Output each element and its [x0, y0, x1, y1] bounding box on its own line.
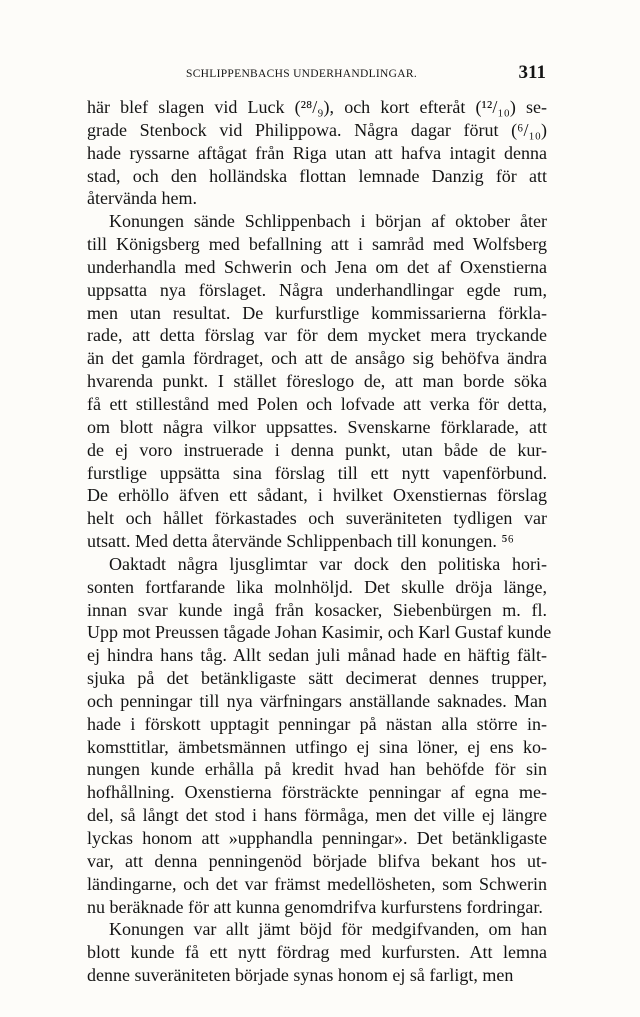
- paragraph: [87, 96, 547, 210]
- text-line: hade i förskott upptagit penningar på nästan alla större in-: [87, 713, 547, 734]
- text-line: sjuka på det betänkligaste sätt decimerat dennes trupper,: [87, 668, 547, 689]
- text-line: furstlige uppsätta sina förslag till ett nytt vapenförbund.: [87, 462, 547, 483]
- page-number: 311: [518, 62, 546, 83]
- text-line: hvarenda punkt. I stället föreslogo de, att man borde söka: [87, 371, 547, 392]
- text-line: lyckas honom att »upphandla penningar». Det betänkligaste: [87, 828, 547, 848]
- text-line: underhandla med Schwerin och Jena om det af Oxenstierna: [87, 256, 547, 277]
- text-line: innan svar kunde ingå från kosacker, Siebenbürgen m. fl.: [87, 599, 547, 620]
- text-line: och penningar till nya värfningars anställande saknades. Man: [87, 690, 547, 711]
- text-line: utsatt. Med detta återvände Schlippenbach till konungen. ⁵⁶: [87, 531, 514, 552]
- text-line: än det gamla fördraget, och att de ansågo sig behöfva ändra: [87, 348, 547, 369]
- text-line: rade, att detta förslag var för dem mycket mera tryckande: [87, 325, 547, 346]
- paragraph: [87, 918, 547, 987]
- text-line: nungen kunde erhålla på kredit hvad han behöfde för sin: [87, 759, 547, 780]
- text-line: till Königsberg med befallning att i samråd med Wolfsberg: [87, 234, 547, 255]
- text-line: del, så långt det stod i hans förmåga, men det ville ej längre: [87, 805, 547, 826]
- text-line: de ej voro instruerade i denna punkt, utan både de kur-: [87, 439, 547, 460]
- text-line: Konungen sände Schlippenbach i början af oktober åter: [109, 211, 547, 232]
- text-line: blott kunde få ett nytt fördrag med kurfursten. Att lemna: [87, 942, 547, 963]
- text-line: nu beräknade för att kunna genomdrifva kurfurstens fordringar.: [87, 896, 543, 917]
- text-line: var, att denna penningenöd började blifva bekant hos ut-: [87, 850, 547, 871]
- paragraph: [87, 210, 547, 553]
- text-line: grade Stenbock vid Philippowa. Några dagar förut (⁶/₁₀): [87, 119, 547, 140]
- text-line: hofhållning. Oxenstierna försträckte penningar af egna me-: [87, 782, 547, 803]
- body-text: [87, 96, 552, 987]
- text-line: komsttitlar, ämbetsmännen utfingo ej sina löner, ej ens ko-: [87, 736, 547, 757]
- text-line: här blef slagen vid Luck (²⁸/₉), och kort efteråt (¹²/₁₀) se-: [87, 97, 547, 117]
- text-line: ländingarne, och det var främst medellösheten, som Schwerin: [87, 873, 547, 894]
- text-line: uppsatta nya förslaget. Några underhandlingar egde rum,: [87, 279, 547, 300]
- text-line: Upp mot Preussen tågade Johan Kasimir, och Karl Gustaf kunde: [87, 622, 552, 643]
- page-header: [0, 63, 640, 87]
- text-line: sonten fortfarande lika molnhöljd. Det skulle dröja länge,: [87, 576, 547, 597]
- running-title: SCHLIPPENBACHS UNDERHANDLINGAR.: [186, 68, 418, 80]
- text-line: stad, och den holländska flottan lemnade Danzig för att: [87, 165, 547, 186]
- text-line: återvända hem.: [87, 188, 197, 209]
- text-line: De erhöllo äfven ett sådant, i hvilket Oxenstiernas förslag: [87, 485, 547, 506]
- text-line: få ett stillestånd med Polen och lofvade att verka för detta,: [87, 393, 547, 414]
- text-line: denne suveräniteten började synas honom ej så farligt, men: [87, 965, 514, 986]
- text-line: men utan resultat. De kurfurstlige kommissarierna förkla-: [87, 302, 547, 323]
- paragraph: [87, 553, 552, 919]
- text-line: ej hindra hans tåg. Allt sedan juli månad hade en häftig fält-: [87, 645, 547, 666]
- text-line: helt och hållet förkastades och suveräniteten tydligen var: [87, 508, 547, 529]
- text-line: om blott några vilkor uppsattes. Svenskarne förklarade, att: [87, 416, 547, 437]
- text-line: Oaktadt några ljusglimtar var dock den politiska hori-: [109, 553, 547, 574]
- text-line: Konungen var allt jämt böjd för medgifvanden, om han: [109, 919, 547, 940]
- text-line: hade ryssarne aftågat från Riga utan att hafva intagit denna: [87, 142, 547, 163]
